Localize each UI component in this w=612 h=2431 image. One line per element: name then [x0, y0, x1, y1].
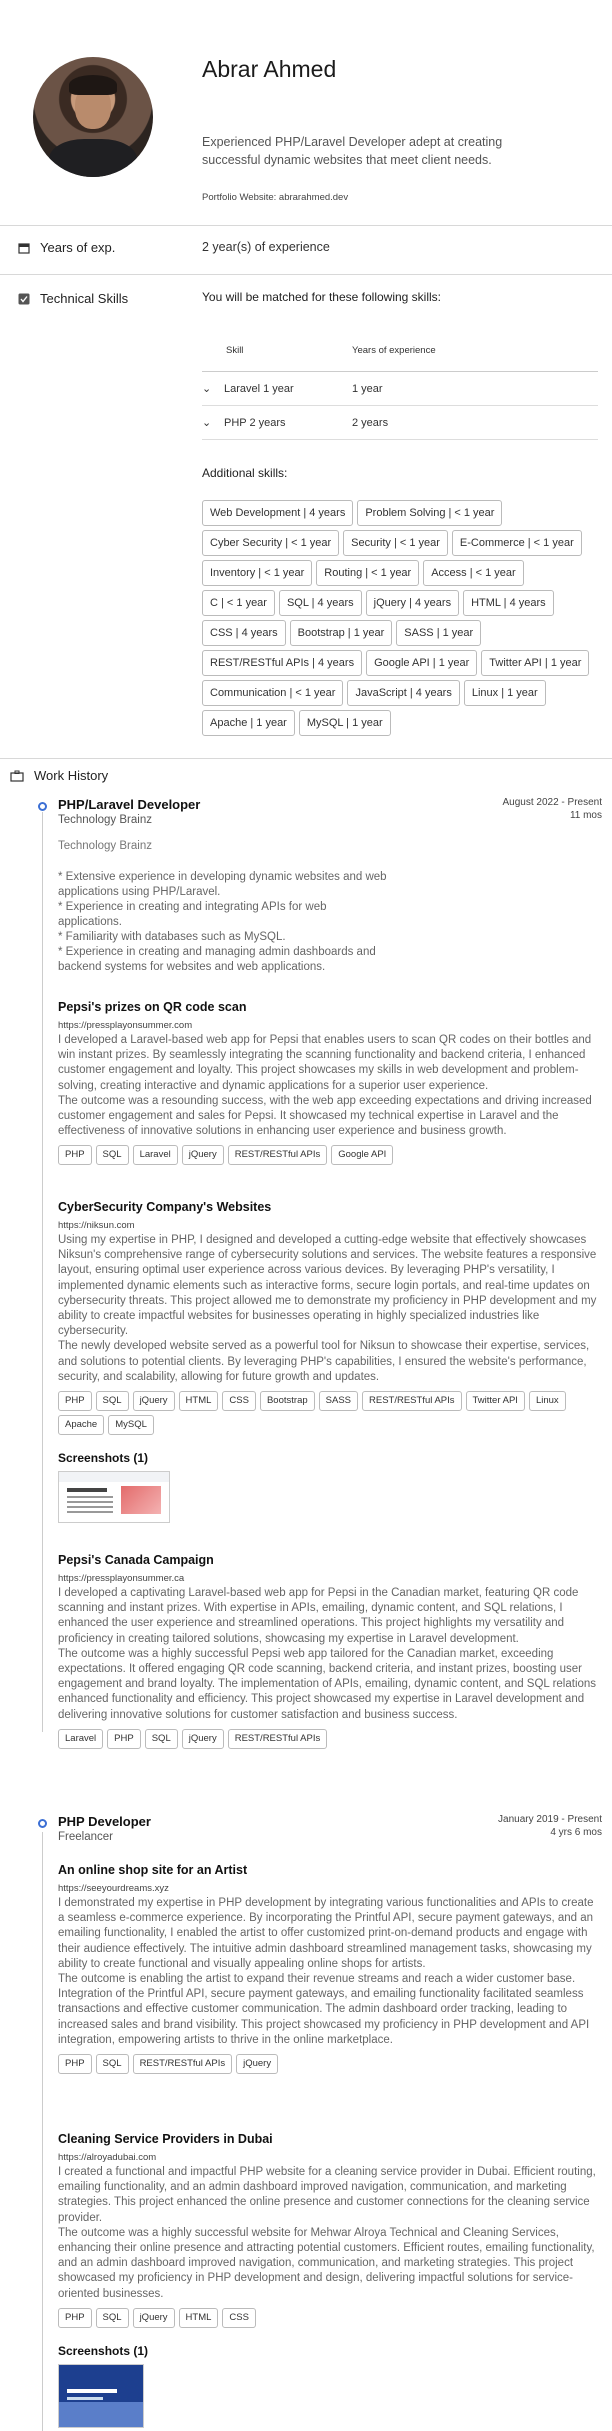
skills-intro: You will be matched for these following skills: [202, 290, 442, 304]
divider [0, 274, 612, 275]
project-card [58, 1200, 598, 1523]
profile-name: Abrar Ahmed [202, 56, 337, 82]
tech-tag: PHP [58, 2054, 92, 2074]
skill-tag: Twitter API | 1 year [481, 650, 589, 676]
checkbox-icon [18, 293, 30, 305]
tech-tag: jQuery [236, 2054, 278, 2074]
tech-tag: SQL [145, 1729, 178, 1749]
screenshots-title: Screenshots (1) [58, 2343, 149, 2358]
project-tags [58, 2308, 598, 2328]
tech-tag: PHP [58, 2308, 92, 2328]
project-description: Using my expertise in PHP, I designed and developed a cutting-edge website that effectively showcases Niksun's comprehensive range of cybersecurity solutions and services. The website features a responsive layout, ensuring optimal user experience across various devices. By leveraging PHP's versatility, I implemented dynamic elements such as interactive forms, secure login portals, and real-time updates on cybersecurity threats. This project allowed me to demonstrate my proficiency in PHP development and my ability to create impactful websites for businesses operating in highly specialized industries like cybersecurity. The newly developed website served as a powerful tool for Niksun to showcase their expertise, services, and solutions to potential clients. By leveraging PHP's capabilities, I ensured the website's performance, security, and scalability, allowing for future growth and updates. [58, 1234, 597, 1383]
tech-tag: jQuery [133, 1391, 175, 1411]
tech-tag: PHP [58, 1145, 92, 1165]
briefcase-icon [10, 770, 24, 782]
project-title: Pepsi's prizes on QR code scan [58, 1000, 247, 1014]
skill-tag: JavaScript | 4 years [347, 680, 459, 706]
table-row[interactable]: ⌄ PHP 2 years 2 years [202, 406, 598, 440]
project-card [58, 1553, 598, 1749]
project-card [58, 1863, 598, 2074]
tech-tag: SQL [96, 1145, 129, 1165]
profile-header [0, 0, 612, 210]
project-link[interactable]: https://seeyourdreams.xyz [58, 1883, 169, 1894]
project-title: Cleaning Service Providers in Dubai [58, 2132, 273, 2146]
col-years: Years of experience [352, 345, 436, 356]
tech-tag: CSS [222, 2308, 256, 2328]
skill-tag: SQL | 4 years [279, 590, 362, 616]
project-title: CyberSecurity Company's Websites [58, 1200, 272, 1214]
skills-table-header [202, 330, 598, 372]
project-tags [58, 1145, 598, 1165]
skill-tag: Security | < 1 year [343, 530, 448, 556]
skill-tag: MySQL | 1 year [299, 710, 391, 736]
project-tags [58, 1391, 598, 1435]
tech-tag: PHP [58, 1391, 92, 1411]
technical-skills-label: Technical Skills [18, 291, 128, 306]
screenshot-thumbnail[interactable] [58, 1471, 170, 1523]
divider [0, 225, 612, 226]
portfolio-link[interactable]: Portfolio Website: abrarahmed.dev [202, 192, 349, 203]
timeline-line [42, 812, 43, 1732]
skill-tag: REST/RESTful APIs | 4 years [202, 650, 362, 676]
project-description: I created a functional and impactful PHP website for a cleaning service provider in Dubai. Efficient routing, emailing functionality, and an admin dashboard improved navigation, communication, and marketing strategies. This project enhanced the online presence and customer connections for the cleaning service provider. The outcome was a highly successful website for Mehwar Alroya Technical and Cleaning Services, enhancing their online presence and attracting potential customers. Efficient routes, emailing functionality, and an admin dashboard improved navigation, communication, and marketing strategies. This project showcased my proficiency in PHP development and design, delivering impactful solutions for service-oriented businesses. [58, 2166, 596, 2300]
additional-skills-title: Additional skills: [202, 466, 288, 480]
tech-tag: REST/RESTful APIs [362, 1391, 462, 1411]
tech-tag: SQL [96, 2054, 129, 2074]
tech-tag: Linux [529, 1391, 566, 1411]
project-link[interactable]: https://alroyadubai.com [58, 2152, 157, 2163]
chevron-down-icon[interactable]: ⌄ [202, 383, 212, 395]
skill-tag: Routing | < 1 year [316, 560, 419, 586]
skill-tag: Cyber Security | < 1 year [202, 530, 339, 556]
job-company: Technology Brainz [58, 814, 152, 826]
job-dates: January 2019 - Present 4 yrs 6 mos [498, 1814, 602, 1838]
timeline-dot [38, 1819, 47, 1828]
project-description: I developed a captivating Laravel-based web app for Pepsi in the Canadian market, featuring QR code scanning and instant prizes. With expertise in APIs, emailing, dynamic content, and SQL relations, I enhanced the user experience and streamlined operations. This project highlights my versatility and proficiency in creating tailored solutions, showcasing my expertise in Laravel development. The outcome was a highly successful Pepsi web app tailored for the Canadian market, exceeding expectations. It offered engaging QR code scanning, backend criteria, and instant prizes, boosting user engagement and brand loyalty. The implementation of APIs, emailing, dynamic content, and SQL relations enhanced functionality and efficiency. This project showcased my expertise in Laravel development and delivering innovative solutions for customer satisfaction and business success. [58, 1587, 597, 1721]
skill-tag: Access | < 1 year [423, 560, 523, 586]
tech-tag: REST/RESTful APIs [228, 1145, 328, 1165]
tech-tag: REST/RESTful APIs [228, 1729, 328, 1749]
timeline-line [42, 1832, 43, 2431]
project-title: Pepsi's Canada Campaign [58, 1553, 214, 1567]
calendar-icon [18, 242, 30, 254]
skill-tag: SASS | 1 year [396, 620, 481, 646]
project-card [58, 2132, 598, 2428]
job-company: Freelancer [58, 1831, 113, 1843]
tech-tag: REST/RESTful APIs [133, 2054, 233, 2074]
screenshots-title: Screenshots (1) [58, 1451, 149, 1466]
job-dates: August 2022 - Present 11 mos [502, 797, 602, 821]
project-tags [58, 1729, 598, 1749]
project-link[interactable]: https://niksun.com [58, 1220, 135, 1231]
col-skill: Skill [226, 345, 244, 356]
skill-tag: E-Commerce | < 1 year [452, 530, 582, 556]
skill-tag: Linux | 1 year [464, 680, 546, 706]
divider [0, 758, 612, 759]
tech-tag: PHP [107, 1729, 141, 1749]
tech-tag: jQuery [133, 2308, 175, 2328]
job-title: PHP/Laravel Developer [58, 797, 201, 812]
skill-tag: C | < 1 year [202, 590, 275, 616]
tech-tag: Google API [331, 1145, 393, 1165]
skill-tag: jQuery | 4 years [366, 590, 459, 616]
project-description: I demonstrated my expertise in PHP development by integrating various functionalities and APIs to create a seamless e-commerce experience. By incorporating the Printful API, secure payment gateways, and an emailing functionality, I enabled the artist to offer customized print-on-demand products and engage with their audience effectively. The intuitive admin dashboard streamlined management tasks, showcasing my ability to create functional and visually appealing online shops for artists. The outcome is enabling the artist to expand their revenue streams and reach a wider customer base. Integration of the Printful API, secure payment gateways, and emailing functionality facilitated seamless transactions and effective customer communication. The admin dashboard order tracking, leading to increased sales and brand visibility. This project showcased my proficiency in PHP development and API integration, empowering artists to thrive in the online marketplace. [58, 1897, 594, 2046]
skill-tag: Communication | < 1 year [202, 680, 343, 706]
project-link[interactable]: https://pressplayonsummer.com [58, 1020, 193, 1031]
skill-tag: Apache | 1 year [202, 710, 295, 736]
tech-tag: SASS [319, 1391, 358, 1411]
tech-tag: jQuery [182, 1145, 224, 1165]
timeline-dot [38, 802, 47, 811]
skill-tag: Problem Solving | < 1 year [357, 500, 502, 526]
tech-tag: Laravel [58, 1729, 103, 1749]
skills-table [202, 330, 598, 440]
avatar [33, 57, 153, 177]
tech-tag: HTML [179, 2308, 219, 2328]
project-description: I developed a Laravel-based web app for Pepsi that enables users to scan QR codes on their bottles and win instant prizes. By seamlessly integrating the scanning functionality and backend criteria, I enhanced customer engagement and loyalty. This project showcases my skills in web development and problem-solving, creating interactive and dynamic applications for a superior user experience. The outcome was a resounding success, with the web app exceeding expectations and driving increased customer engagement and sales for Pepsi. It showcased my technical expertise in Laravel and the effectiveness of innovative solutions in enhancing user experience and business growth. [58, 1034, 592, 1138]
tech-tag: CSS [222, 1391, 256, 1411]
tech-tag: Laravel [133, 1145, 178, 1165]
chevron-down-icon[interactable]: ⌄ [202, 417, 212, 429]
work-history-label: Work History [10, 768, 108, 783]
tech-tag: SQL [96, 2308, 129, 2328]
skill-tag: Bootstrap | 1 year [290, 620, 393, 646]
job-company-repeat: Technology Brainz [58, 840, 152, 852]
skill-tag: CSS | 4 years [202, 620, 286, 646]
skill-tag: Google API | 1 year [366, 650, 477, 676]
tech-tag: Apache [58, 1415, 104, 1435]
profile-summary: Experienced PHP/Laravel Developer adept at creating successful dynamic websites that meet client needs. [202, 135, 503, 167]
tech-tag: HTML [179, 1391, 219, 1411]
tech-tag: SQL [96, 1391, 129, 1411]
tech-tag: jQuery [182, 1729, 224, 1749]
skill-tag: Inventory | < 1 year [202, 560, 312, 586]
project-title: An online shop site for an Artist [58, 1863, 248, 1877]
project-link[interactable]: https://pressplayonsummer.ca [58, 1573, 185, 1584]
job-title: PHP Developer [58, 1814, 151, 1829]
additional-skills-list [202, 500, 598, 736]
project-tags [58, 2054, 598, 2074]
screenshot-thumbnail[interactable] [58, 2364, 144, 2428]
job-bullets: * Extensive experience in developing dynamic websites and web applications using PHP/Laravel. * Experience in creating and integrating APIs for web applications. * Familiarity with databases such as MySQL. * Experience in creating and managing admin dashboards and backend systems for websites and web applications. [58, 871, 387, 973]
skill-tag: Web Development | 4 years [202, 500, 353, 526]
project-card [58, 1000, 598, 1165]
tech-tag: Twitter API [466, 1391, 525, 1411]
tech-tag: MySQL [108, 1415, 154, 1435]
table-row[interactable]: ⌄ Laravel 1 year 1 year [202, 372, 598, 406]
years-exp-value: 2 year(s) of experience [202, 240, 330, 254]
tech-tag: Bootstrap [260, 1391, 315, 1411]
skill-tag: HTML | 4 years [463, 590, 554, 616]
years-exp-label: Years of exp. [18, 240, 115, 255]
